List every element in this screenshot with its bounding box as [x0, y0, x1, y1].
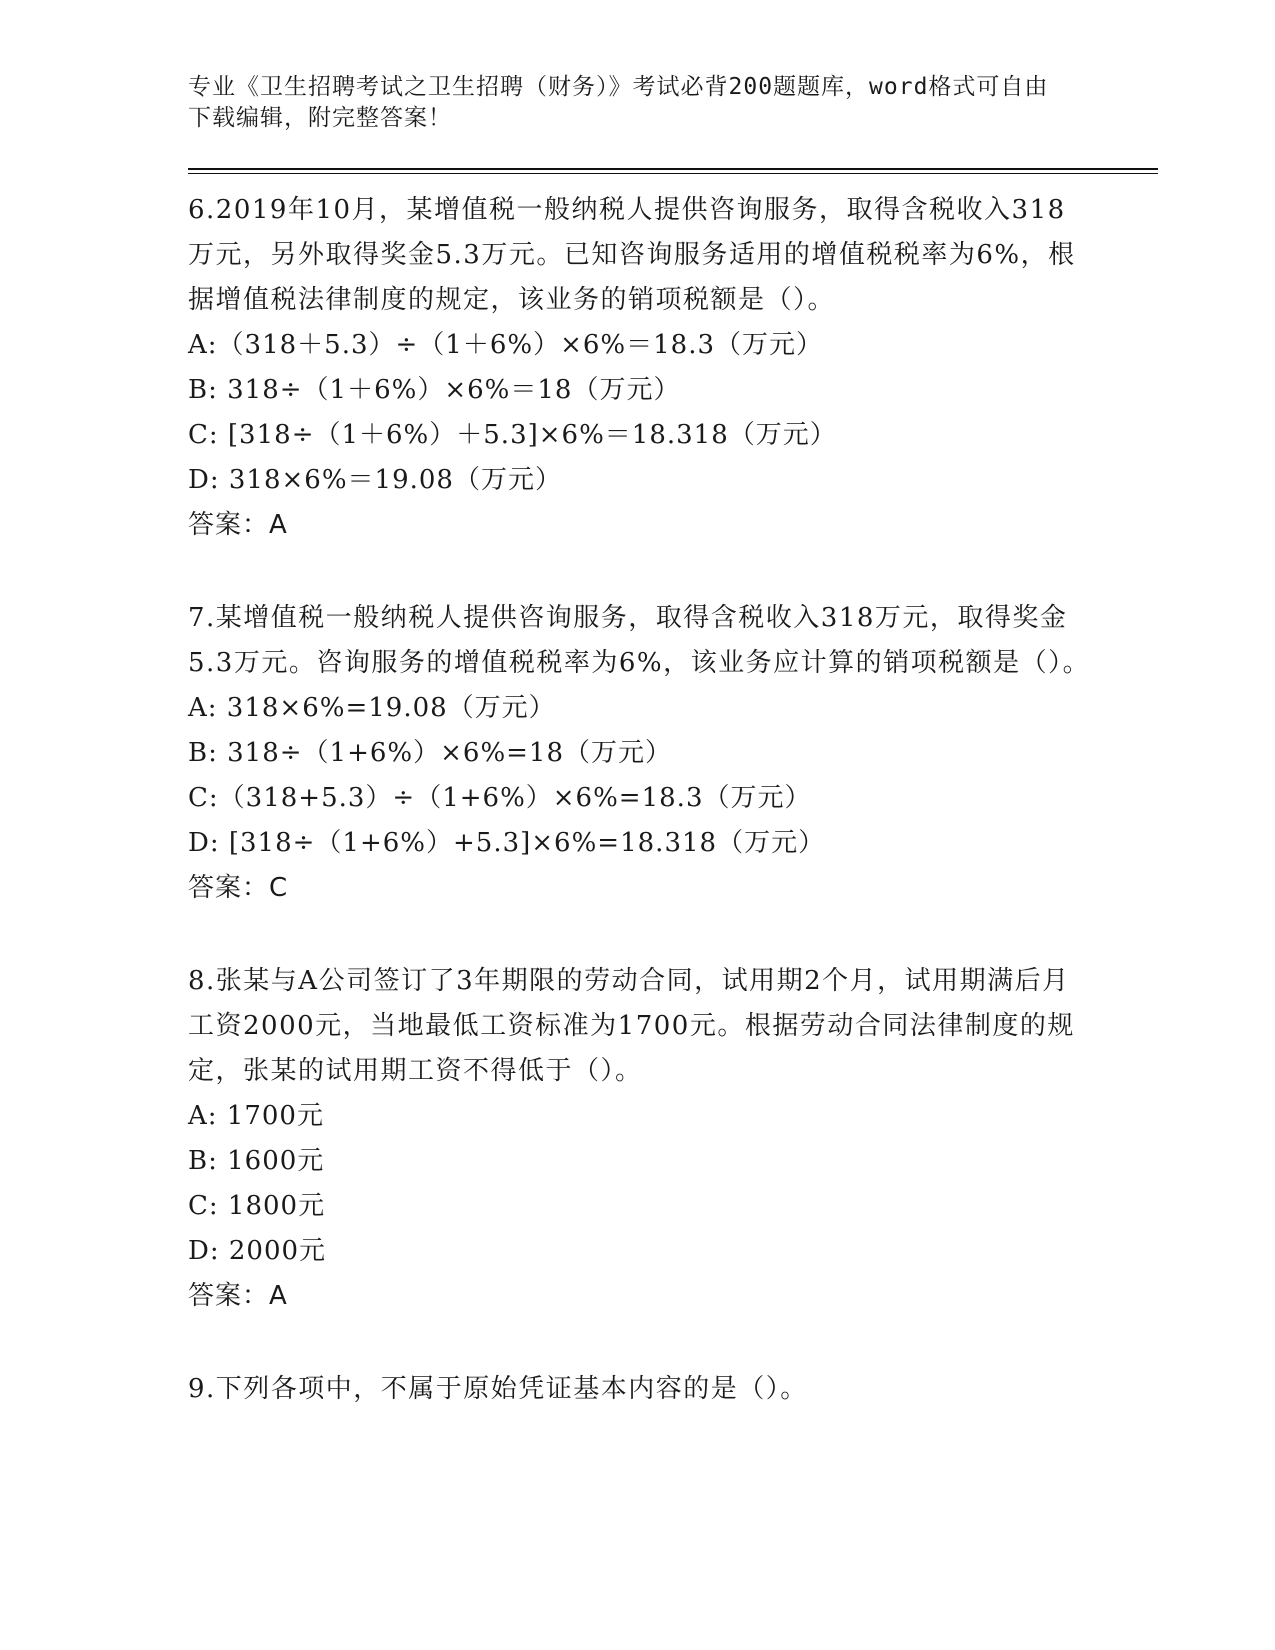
answer: 答案：A: [188, 1281, 288, 1311]
header-divider: [188, 168, 1158, 174]
answer: 答案：A: [188, 510, 288, 540]
question-stem: 8.张某与A公司签订了3年期限的劳动合同，试用期2个月，试用期满后月工资2000元，当地最低工资标准为1700元。根据劳动合同法律制度的规定，张某的试用期工资不得低于（）。: [188, 966, 1075, 1086]
document-header: 专业《卫生招聘考试之卫生招聘（财务）》考试必背200题题库，word格式可自由下载编辑，附完整答案！: [188, 74, 1049, 131]
question-9: [188, 1367, 1158, 1412]
question-stem: 7.某增值税一般纳税人提供咨询服务，取得含税收入318万元，取得奖金5.3万元。咨询服务的增值税税率为6%，该业务应计算的销项税额是（）。: [188, 603, 1091, 678]
option-d: D: 318×6%＝19.08（万元）: [188, 465, 562, 495]
option-c: C: [318÷（1＋6%）＋5.3]×6%＝18.318（万元）: [188, 420, 837, 450]
option-b: B: 318÷（1＋6%）×6%＝18（万元）: [188, 375, 681, 405]
document-page: [188, 72, 1158, 1460]
answer: 答案：C: [188, 873, 289, 903]
question-stem: 9.下列各项中，不属于原始凭证基本内容的是（）。: [188, 1374, 808, 1404]
option-a: A: 318×6%=19.08（万元）: [188, 693, 556, 723]
question-8: [188, 959, 1158, 1319]
option-d: D: 2000元: [188, 1236, 327, 1266]
question-6: [188, 188, 1158, 548]
option-a: A:（318＋5.3）÷（1＋6%）×6%＝18.3（万元）: [188, 330, 824, 360]
option-b: B: 1600元: [188, 1146, 325, 1176]
option-b: B: 318÷（1+6%）×6%=18（万元）: [188, 738, 673, 768]
question-list: [188, 188, 1158, 1412]
option-c: C: 1800元: [188, 1191, 326, 1221]
option-d: D: [318÷（1+6%）+5.3]×6%=18.318（万元）: [188, 828, 826, 858]
option-c: C:（318+5.3）÷（1+6%）×6%=18.3（万元）: [188, 783, 812, 813]
question-stem: 6.2019年10月，某增值税一般纳税人提供咨询服务，取得含税收入318万元，另外取得奖金5.3万元。已知咨询服务适用的增值税税率为6%，根据增值税法律制度的规定，该业务的销项税额是（）。: [188, 195, 1076, 315]
question-7: [188, 596, 1158, 911]
option-a: A: 1700元: [188, 1101, 324, 1131]
